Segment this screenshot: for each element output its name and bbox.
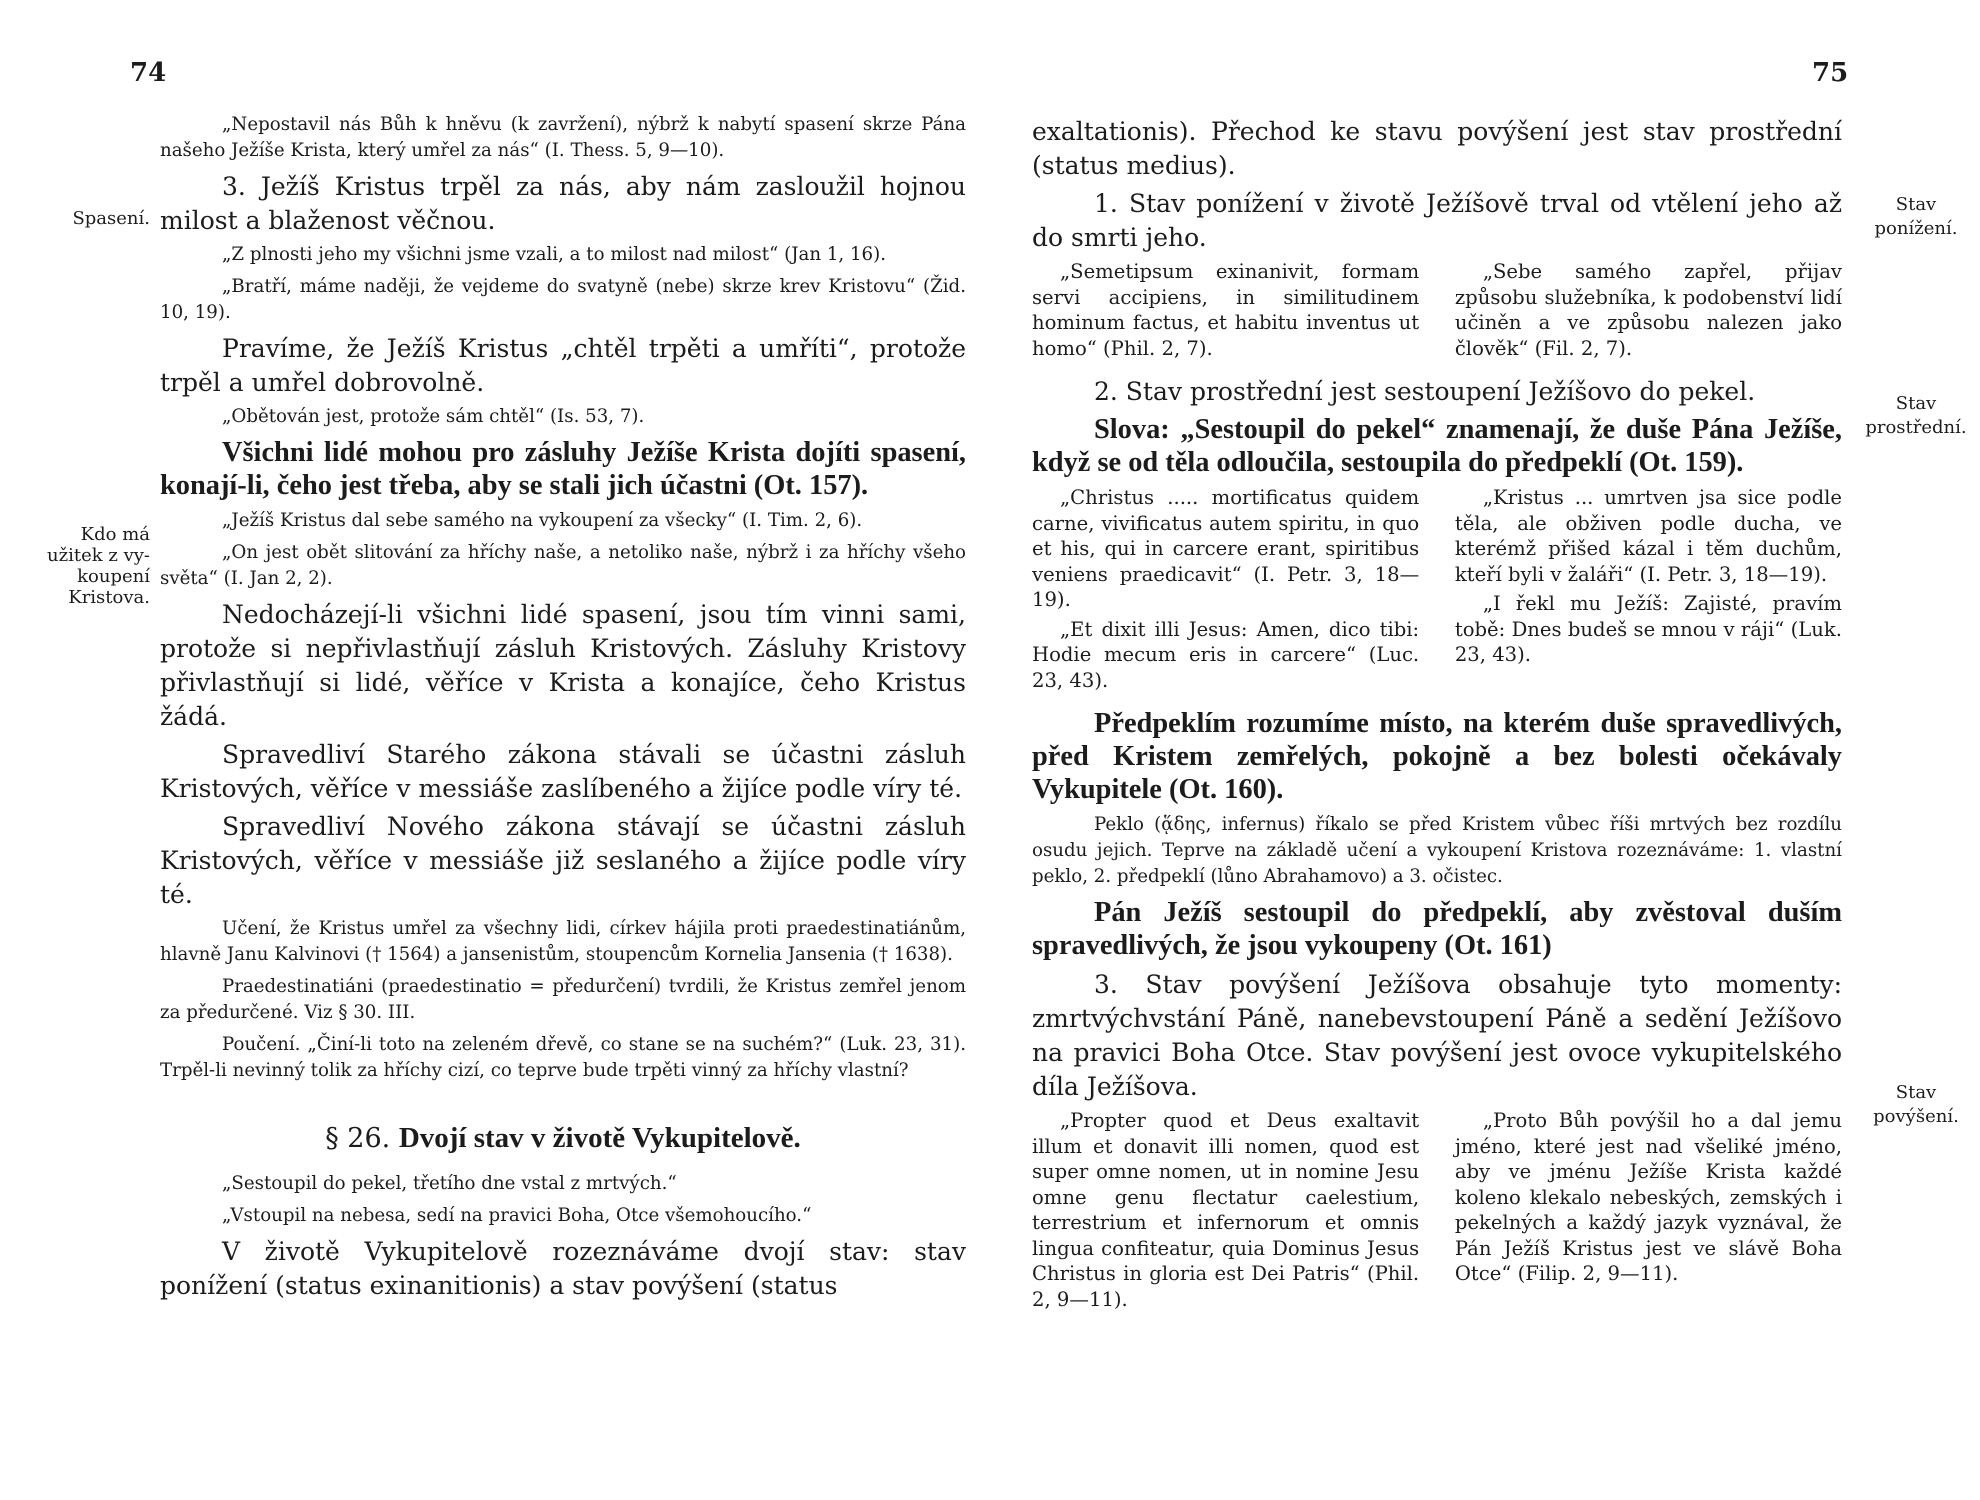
paragraph: 3. Stav povýšení Ježíšova obsahuje tyto momenty: zmrtvýchvstání Páně, nanebevstoupení Páně a sedění Ježíšovo na pravici Boha Otce. Stav povýšení jest ovoce vykupitelského díla Ježíšova. bbox=[1032, 970, 1842, 1101]
latin-column bbox=[1032, 485, 1419, 697]
quote: „Ježíš Kristus dal sebe samého na vykoupení za všecky“ (I. Tim. 2, 6). bbox=[222, 510, 863, 531]
margin-note-stav: Stav bbox=[1895, 393, 1937, 414]
quote: „On jest obět slitování za hříchy naše, a netoliko naše, nýbrž i za hříchy všeho světa“ (I. Jan 2, 2). bbox=[160, 542, 966, 589]
latin-column bbox=[1032, 1108, 1419, 1316]
parallel-quotes bbox=[1032, 1108, 1842, 1316]
paragraph: 2. Stav prostřední jest sestoupení Ježíšovo do pekel. bbox=[1094, 377, 1756, 406]
czech-column bbox=[1455, 1108, 1842, 1316]
czech-quote: „I řekl mu Ježíš: Zajisté, pravím tobě: Dnes budeš se mnou v ráji“ (Luk. 23, 43). bbox=[1454, 592, 1842, 666]
paragraph: Spravedliví Nového zákona stávají se účastni zásluh Kristových, věříce v messiáše již seslaného a žijíce podle víry té. bbox=[160, 812, 966, 909]
latin-quote: „Christus ..... mortificatus quidem carne, vivificatus autem spiritu, in quo et his, qui in carcere erant, spiritibus veniens praedicavit“ (I. Petr. 3, 18—19). bbox=[1032, 486, 1420, 611]
paragraph: 3. Ježíš Kristus trpěl za nás, aby nám zasloužil hojnou milost a blaženost věčnou. bbox=[160, 172, 966, 235]
bold-thesis: Předpeklím rozumíme místo, na kterém duše spravedlivých, před Kristem zemřelých, pokojně a bez bolesti očekávaly Vykupitele (Ot. 160). bbox=[1032, 708, 1842, 805]
quote: „Z plnosti jeho my všichni jsme vzali, a to milost nad milost“ (Jan 1, 16). bbox=[222, 244, 886, 265]
czech-quote: „Sebe samého zapřel, přijav způsobu služebníka, k podobenství lidí učiněn a ve způsobu nalezen jako člověk“ (Fil. 2, 7). bbox=[1454, 260, 1842, 360]
quote: „Nepostavil nás Bůh k hněvu (k zavržení), nýbrž k nabytí spasení skrze Pána našeho Ježíše Krista, který umřel za nás“ (I. Thess. 5, 9—10). bbox=[160, 114, 966, 161]
margin-note-ponizeni: ponížení. bbox=[1874, 218, 1958, 239]
margin-note-kdo-ma-line3: koupení bbox=[77, 566, 150, 587]
parallel-quotes bbox=[1032, 259, 1842, 365]
latin-quote: „Semetipsum exinanivit, formam servi accipiens, in similitudinem hominum factus, et habitu inventus ut homo“ (Phil. 2, 7). bbox=[1032, 260, 1420, 360]
paragraph: exaltationis). Přechod ke stavu povýšení jest stav prostřední (status medius). bbox=[1032, 117, 1842, 180]
motto: „Vstoupil na nebesa, sedí na pravici Boha, Otce všemohoucího.“ bbox=[222, 1205, 812, 1226]
paragraph: Pravíme, že Ježíš Kristus „chtěl trpěti a umříti“, protože trpěl a umřel dobrovolně. bbox=[160, 334, 966, 397]
section-number: § 26. bbox=[325, 1123, 391, 1154]
czech-quote: „Kristus ... umrtven jsa sice podle těla, ale obživen podle ducha, ve kterémž přišed kázal i těm duchům, kteří byli v žaláři“ (I. Petr. 3, 18—19). bbox=[1454, 486, 1842, 586]
czech-column bbox=[1455, 259, 1842, 365]
margin-note-povyseni: povýšení. bbox=[1873, 1106, 1959, 1127]
parallel-quotes bbox=[1032, 485, 1842, 697]
left-text-column bbox=[160, 112, 966, 1307]
latin-quote: „Propter quod et Deus exaltavit illum et donavit illi nomen, quod est super omne nomen, ut in nomine Jesu omne genu flectatur caelestium, terrestrium et infernorum et omnis lingua confiteatur, quia Dominus Jesus Christus in gloria est Dei Patris“ (Phil. 2, 9—11). bbox=[1032, 1109, 1420, 1311]
small-print-note: Peklo (ᾅδης, infernus) říkalo se před Kristem vůbec říši mrtvých bez rozdílu osudu jejich. Teprve na základě učení a vykoupení Kristova rozeznáváme: 1. vlastní peklo, 2. předpeklí (lůno Abrahamovo) a 3. očistec. bbox=[1032, 814, 1842, 887]
latin-column bbox=[1032, 259, 1419, 365]
margin-note-kdo-ma-line2: užitek z vy- bbox=[47, 545, 150, 566]
margin-note-prostredni: prostřední. bbox=[1865, 417, 1967, 438]
bold-thesis: Pán Ježíš sestoupil do předpeklí, aby zvěstoval duším spravedlivých, že jsou vykoupeny (Ot. 161) bbox=[1032, 897, 1842, 961]
section-title: Dvojí stav v životě Vykupitelově. bbox=[398, 1122, 801, 1154]
small-print-note: Učení, že Kristus umřel za všechny lidi, církev hájila proti praedestinatiánům, hlavně Janu Kalvinovi († 1564) a jansenistům, stoupencům Kornelia Jansenia († 1638). bbox=[160, 918, 966, 965]
margin-note-stav: Stav bbox=[1895, 194, 1937, 215]
page-number: 74 bbox=[130, 58, 167, 88]
section-heading bbox=[160, 1120, 966, 1157]
margin-note-kdo-ma-line4: Kristova. bbox=[68, 587, 150, 608]
page-number: 75 bbox=[1812, 58, 1849, 88]
latin-quote: „Et dixit illi Jesus: Amen, dico tibi: Hodie mecum eris in carcere“ (Luc. 23, 43). bbox=[1032, 617, 1420, 692]
czech-column bbox=[1455, 485, 1842, 697]
bold-thesis: Slova: „Sestoupil do pekel“ znamenají, že duše Pána Ježíše, když se od těla odloučila, sestoupila do předpeklí (Ot. 159). bbox=[1032, 414, 1842, 478]
quote: „Obětován jest, protože sám chtěl“ (Is. 53, 7). bbox=[222, 406, 645, 427]
paragraph: V životě Vykupitelově rozeznáváme dvojí stav: stav ponížení (status exinanitionis) a stav povýšení (status bbox=[160, 1237, 966, 1300]
paragraph: 1. Stav ponížení v životě Ježíšově trval od vtělení jeho až do smrti jeho. bbox=[1032, 189, 1842, 252]
bold-thesis: Všichni lidé mohou pro zásluhy Ježíše Krista dojíti spasení, konají-li, čeho jest třeba, aby se stali jich účastni (Ot. 157). bbox=[160, 437, 966, 501]
margin-note-stav: Stav bbox=[1895, 1082, 1937, 1103]
small-print-note: Praedestinatiáni (praedestinatio = předurčení) tvrdili, že Kristus zemřel jenom za předurčené. Viz § 30. III. bbox=[160, 976, 966, 1023]
right-text-column bbox=[1032, 115, 1842, 1326]
quote: „Bratří, máme naději, že vejdeme do svatyně (nebe) skrze krev Kristovu“ (Žid. 10, 19). bbox=[160, 276, 966, 323]
margin-note-spaseni: Spasení. bbox=[72, 208, 150, 229]
small-print-note: Poučení. „Činí-li toto na zeleném dřevě, co stane se na suchém?“ (Luk. 23, 31). Trpěl-li nevinný tolik za hříchy cizí, co teprve bude trpěti vinný za hříchy vlastní? bbox=[160, 1034, 966, 1081]
czech-quote: „Proto Bůh povýšil ho a dal jemu jméno, které jest nad všeliké jméno, aby ve jménu Ježíše Krista každé koleno klekalo nebeských, zemských i pekelných a každý jazyk vyznával, že Pán Ježíš Kristus jest ve slávě Boha Otce“ (Filip. 2, 9—11). bbox=[1454, 1109, 1842, 1285]
right-page bbox=[990, 0, 1980, 1500]
paragraph: Spravedliví Starého zákona stávali se účastni zásluh Kristových, věříce v messiáše zaslíbeného a žijíce podle víry té. bbox=[160, 740, 966, 803]
margin-note-kdo-ma-line1: Kdo má bbox=[80, 524, 150, 545]
paragraph: Nedocházejí-li všichni lidé spasení, jsou tím vinni sami, protože si nepřivlastňují zásluh Kristových. Zásluhy Kristovy přivlastňují si lidé, věříce v Krista a konajíce, čeho Kristus žádá. bbox=[160, 600, 966, 731]
motto: „Sestoupil do pekel, třetího dne vstal z mrtvých.“ bbox=[222, 1173, 677, 1194]
